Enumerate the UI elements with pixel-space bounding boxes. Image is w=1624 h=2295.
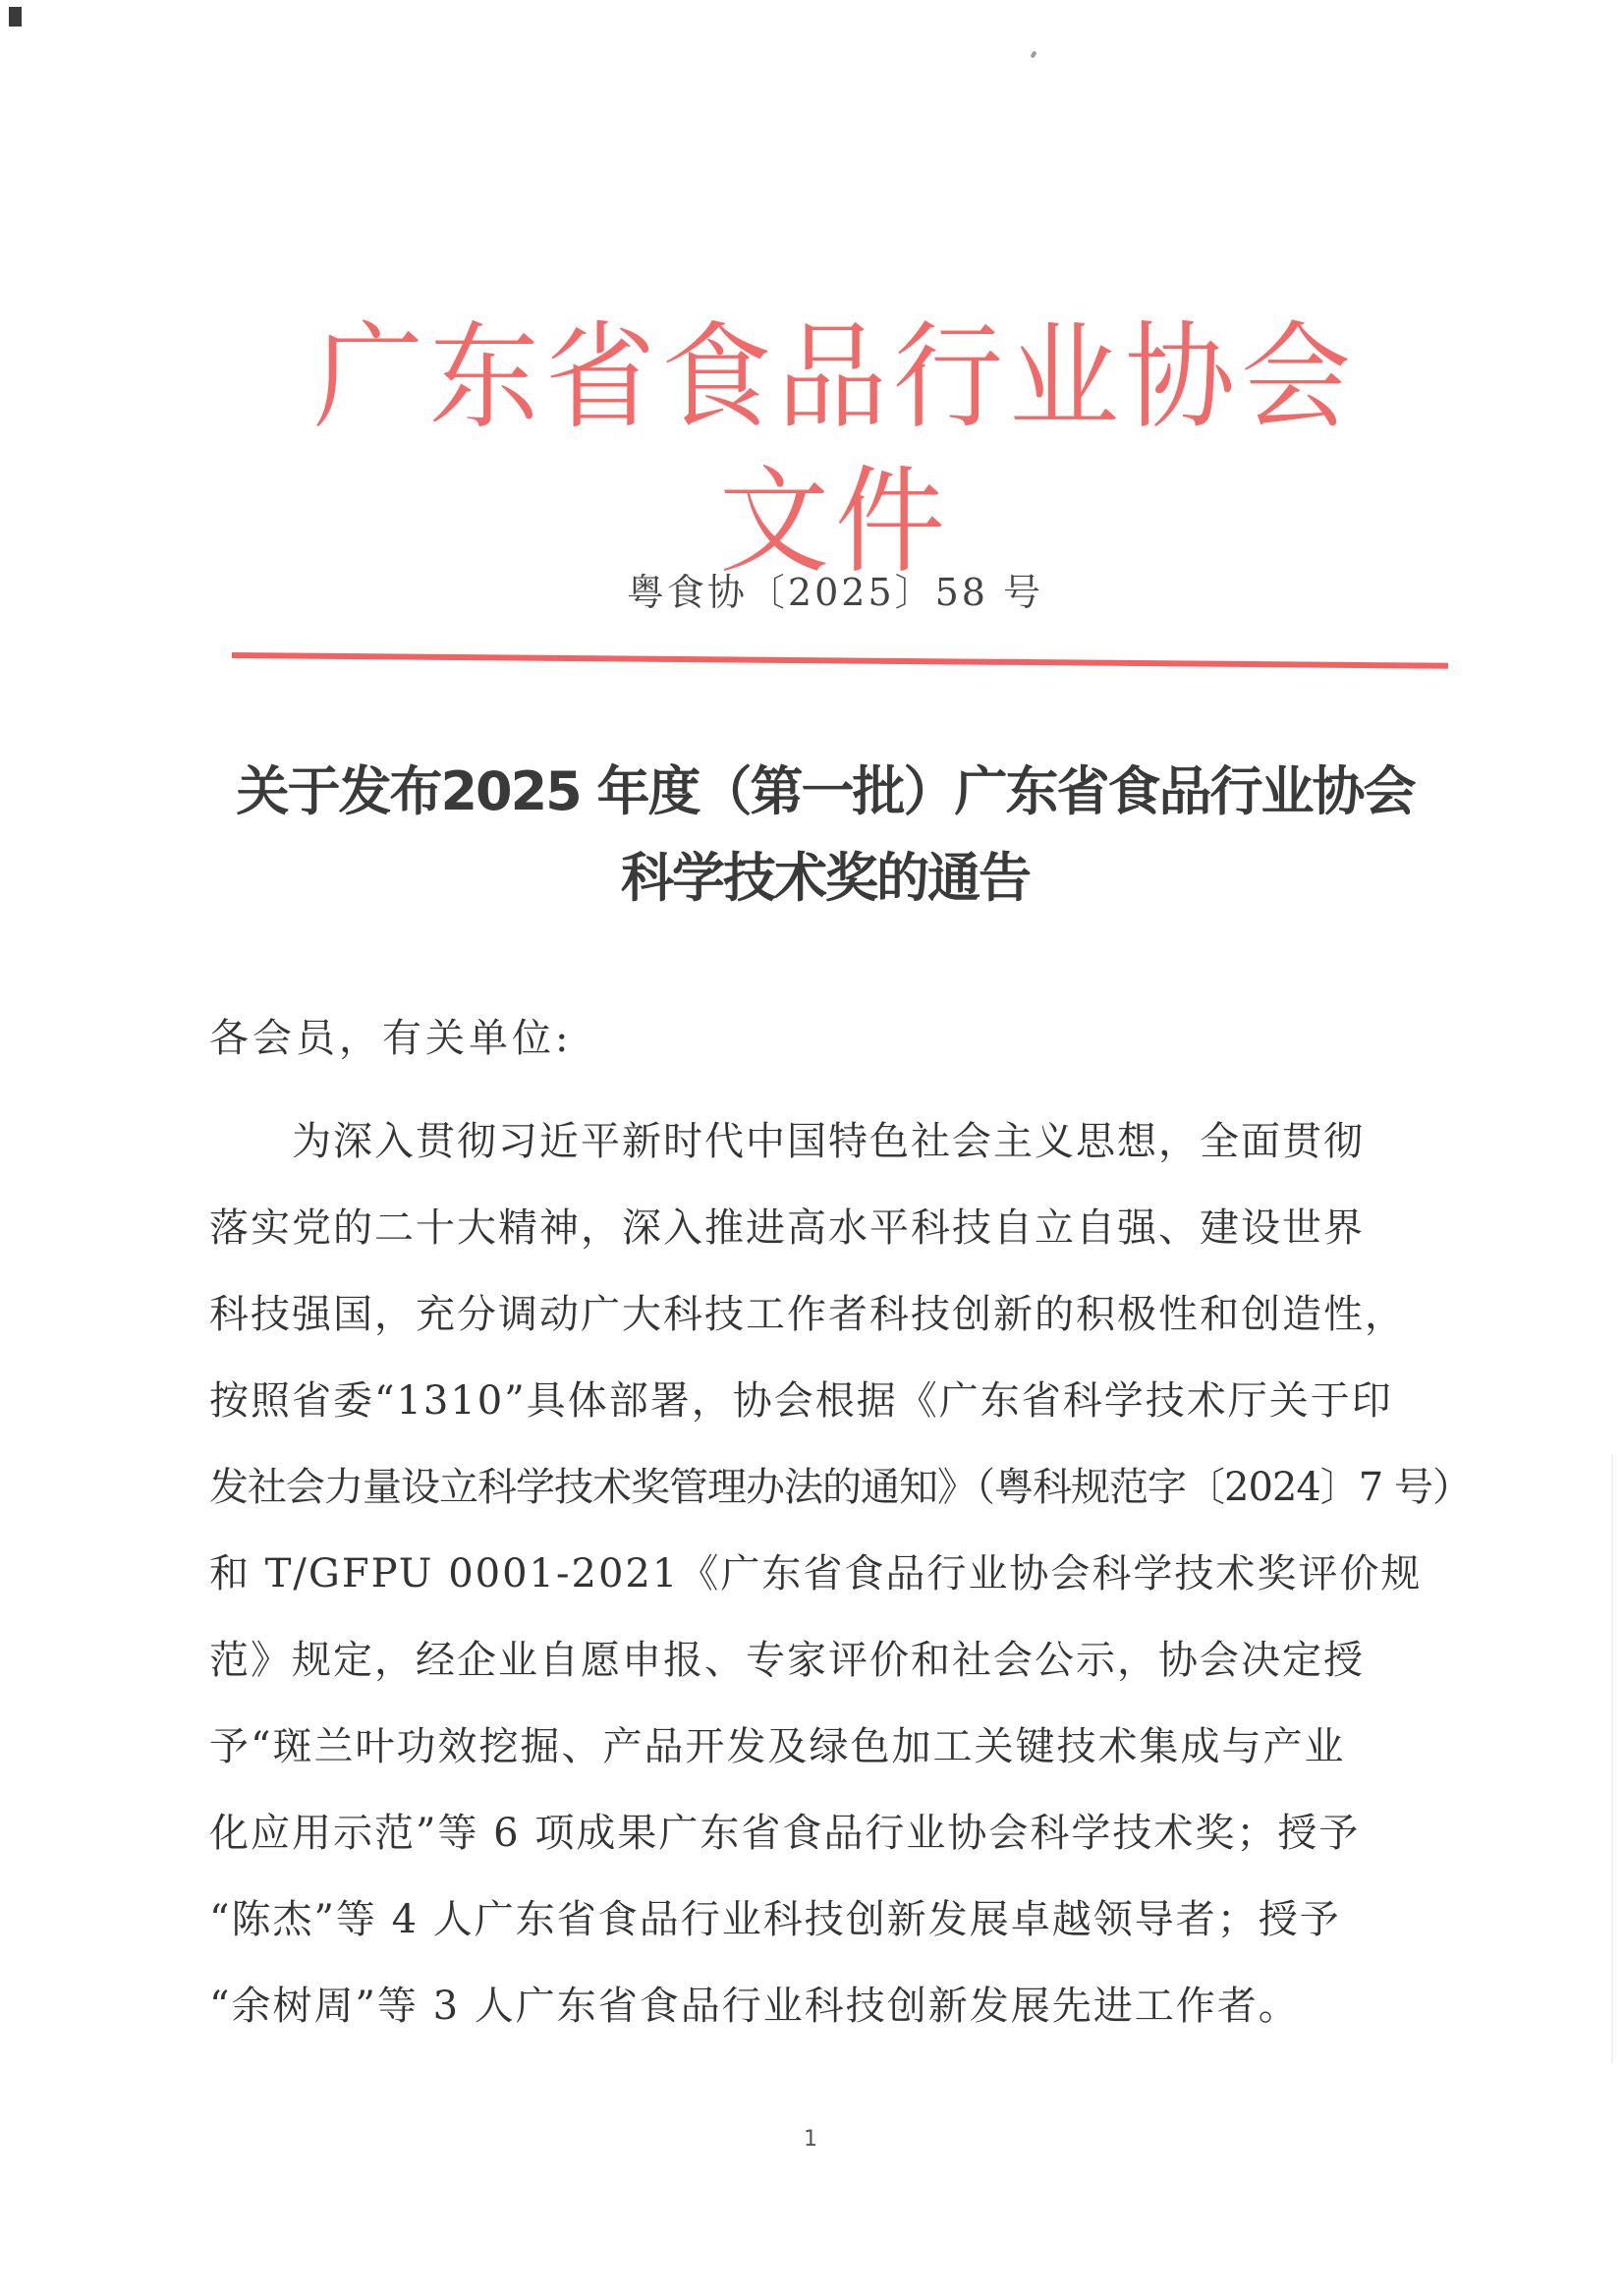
body-line: 范》规定，经企业自愿申报、专家评价和社会公示，协会决定授 <box>209 1638 1365 1683</box>
body-line: “陈杰”等 4 人广东省食品行业科技创新发展卓越领导者；授予 <box>209 1897 1341 1942</box>
notice-title-line-2: 科学技术奖的通告 <box>621 847 1030 909</box>
body-line: “余树周”等 3 人广东省食品行业科技创新发展先进工作者。 <box>209 1984 1300 2029</box>
scan-speck <box>1031 50 1037 58</box>
body-line: 科技强国，充分调动广大科技工作者科技创新的积极性和创造性， <box>209 1292 1406 1337</box>
page-number: 1 <box>804 2127 817 2152</box>
body-line: 落实党的二十大精神，深入推进高水平科技自立自强、建设世界 <box>209 1205 1365 1251</box>
notice-title <box>206 749 1444 922</box>
salutation: 各会员，有关单位: <box>209 1016 573 1061</box>
body-line: 发社会力量设立科学技术奖管理办法的通知》（粤科规范字〔2024〕7 号） <box>209 1465 1471 1510</box>
scan-artifact-mark <box>9 7 22 27</box>
body-line: 按照省委“1310”具体部署，协会根据《广东省科学技术厅关于印 <box>209 1378 1393 1424</box>
body-line: 予“斑兰叶功效挖掘、产品开发及绿色加工关键技术集成与产业 <box>209 1724 1346 1769</box>
body-paragraph <box>209 1098 1471 2049</box>
document-number: 粤食协〔2025〕58 号 <box>626 571 1044 614</box>
notice-title-line-1: 关于发布2025 年度（第一批）广东省食品行业协会 <box>236 760 1415 822</box>
body-line: 为深入贯彻习近平新时代中国特色社会主义思想，全面贯彻 <box>209 1119 1365 1164</box>
red-divider-rule <box>232 652 1448 669</box>
document-header-title: 广东省食品行业协会文件 <box>313 310 1357 589</box>
body-line: 和 T/GFPU 0001-2021《广东省食品行业协会科学技术奖评价规 <box>209 1551 1423 1596</box>
body-line: 化应用示范”等 6 项成果广东省食品行业协会科学技术奖；授予 <box>209 1811 1361 1856</box>
scan-edge-line <box>1611 1454 1613 2063</box>
